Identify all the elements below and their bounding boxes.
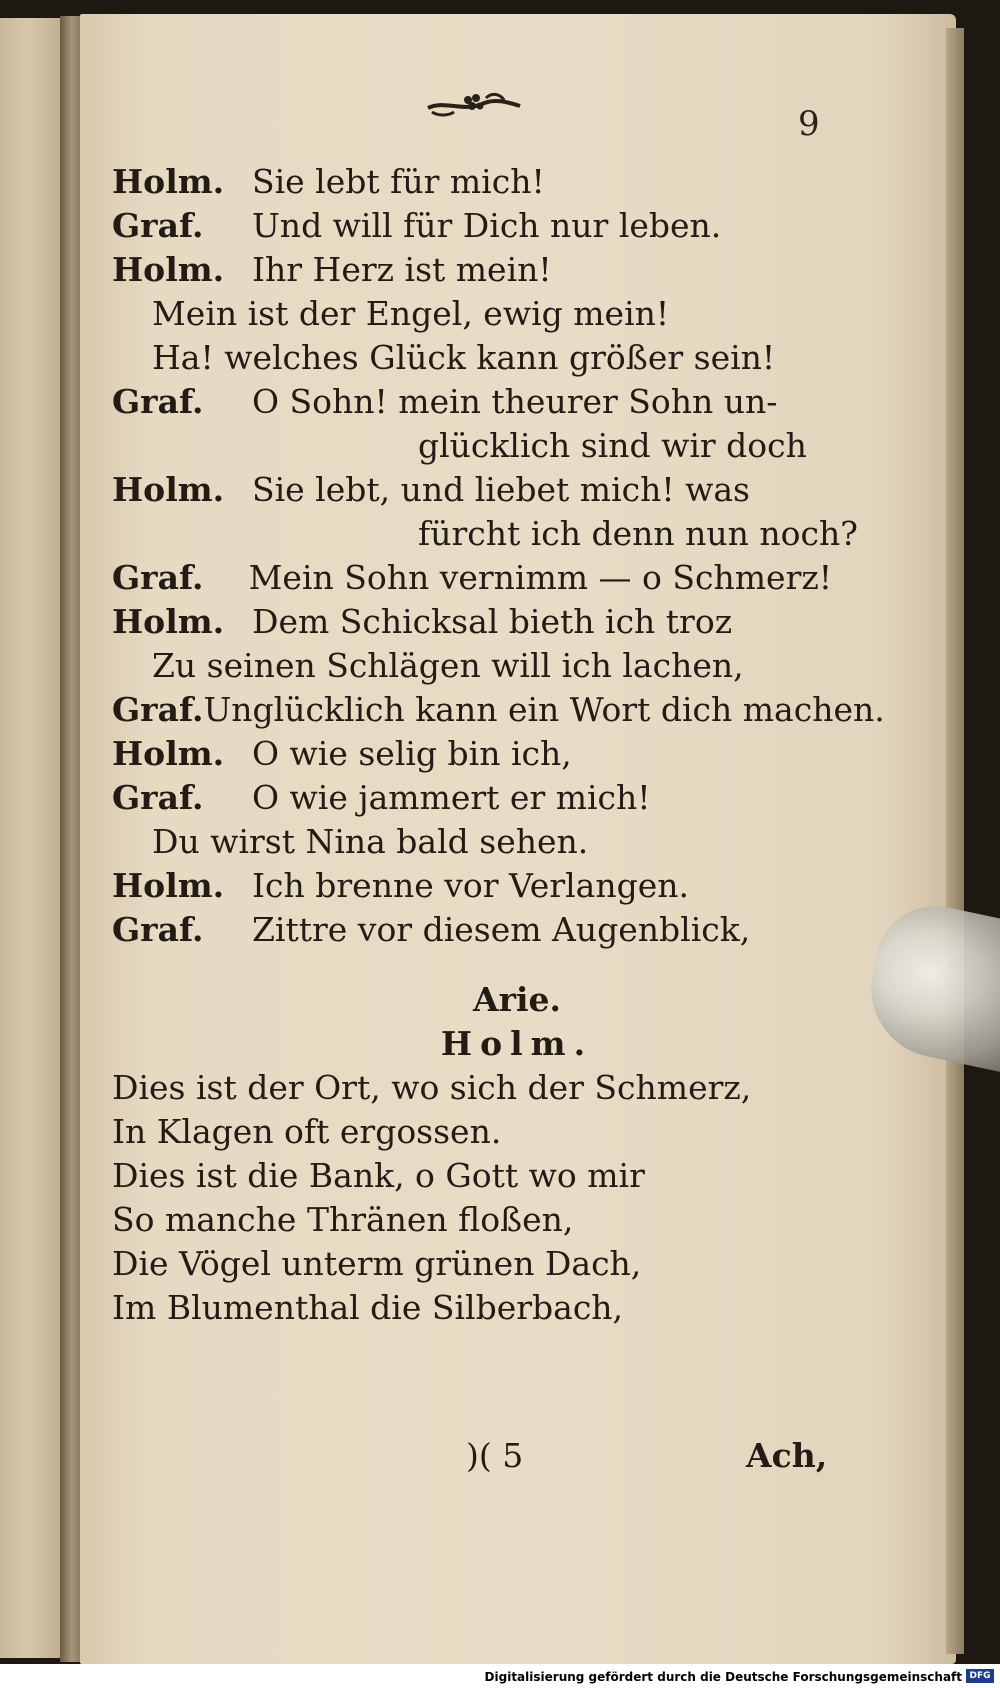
page-edge-shadow xyxy=(946,28,964,1654)
speaker-name: Holm. xyxy=(112,162,225,201)
dialogue-text: Mein Sohn vernimm — o Schmerz! xyxy=(248,558,832,597)
speaker-name: Holm. xyxy=(112,734,225,773)
dialogue-text: O wie jammert er mich! xyxy=(252,778,651,817)
dialogue-line xyxy=(112,600,832,644)
aria-line: In Klagen oft ergossen. xyxy=(112,1112,502,1151)
speaker-name: Holm. xyxy=(112,866,225,905)
digitization-credit: Digitalisierung gefördert durch die Deutsche Forschungsgemeinschaft xyxy=(484,1670,962,1684)
dialogue-line xyxy=(112,732,832,776)
dialogue-line xyxy=(112,204,832,248)
floral-ornament-icon xyxy=(424,86,524,122)
speaker-name: Graf. xyxy=(112,778,204,817)
printer-signature: )( 5 xyxy=(466,1436,524,1475)
aria-line: Im Blumenthal die Silberbach, xyxy=(112,1288,624,1327)
dialogue-text: Zu seinen Schlägen will ich lachen, xyxy=(152,646,744,685)
catchword: Ach, xyxy=(746,1436,828,1475)
speaker-name: Graf. xyxy=(112,558,204,597)
dialogue-line xyxy=(112,908,832,952)
dialogue-line xyxy=(112,864,832,908)
speaker-name: Graf. xyxy=(112,690,204,729)
dialogue-line xyxy=(112,776,832,820)
dialogue-text: glücklich sind wir doch xyxy=(418,426,807,465)
aria-heading: Arie. xyxy=(472,980,561,1019)
aria-line: Dies ist die Bank, o Gott wo mir xyxy=(112,1156,645,1195)
speaker-name: Holm. xyxy=(112,470,225,509)
dialogue-text: Ihr Herz ist mein! xyxy=(252,250,552,289)
dialogue-continuation xyxy=(112,644,832,688)
dialogue-continuation xyxy=(112,424,832,468)
aria-line: Die Vögel unterm grünen Dach, xyxy=(112,1244,642,1283)
dialogue-text: Ich brenne vor Verlangen. xyxy=(252,866,689,905)
speaker-name: Holm. xyxy=(112,602,225,641)
aria-line: Dies ist der Ort, wo sich der Schmerz, xyxy=(112,1068,752,1107)
dialogue-continuation xyxy=(112,292,832,336)
dialogue-text: Mein ist der Engel, ewig mein! xyxy=(152,294,670,333)
speaker-name: Graf. xyxy=(112,206,204,245)
dialogue-line xyxy=(112,556,832,600)
dialogue-continuation xyxy=(112,512,858,556)
dialogue-line xyxy=(112,248,832,292)
dialogue-text: O Sohn! mein theurer Sohn un- xyxy=(252,382,778,421)
dfg-logo: DFG xyxy=(966,1669,994,1683)
dialogue-text: Und will für Dich nur leben. xyxy=(252,206,722,245)
dialogue-continuation xyxy=(112,820,832,864)
dialogue-text: Dem Schicksal bieth ich troz xyxy=(252,602,733,641)
aria-singer: Holm. xyxy=(440,1024,594,1063)
aria-line: So manche Thränen floßen, xyxy=(112,1200,574,1239)
dialogue-text: Unglücklich kann ein Wort dich machen. xyxy=(203,690,885,729)
speaker-name: Holm. xyxy=(112,250,225,289)
dialogue-line xyxy=(112,688,885,732)
speaker-name: Graf. xyxy=(112,382,204,421)
dialogue-text: Du wirst Nina bald sehen. xyxy=(152,822,589,861)
dialogue-line xyxy=(112,468,832,512)
dialogue-text: Sie lebt, und liebet mich! was xyxy=(252,470,750,509)
dialogue-text: fürcht ich denn nun noch? xyxy=(418,514,858,553)
speaker-name: Graf. xyxy=(112,910,204,949)
dialogue-text: O wie selig bin ich, xyxy=(252,734,572,773)
section-gap xyxy=(112,952,832,978)
dialogue-continuation xyxy=(112,336,832,380)
dialogue-text: Ha! welches Glück kann größer sein! xyxy=(152,338,776,377)
page-number: 9 xyxy=(798,104,820,144)
dialogue-text: Sie lebt für mich! xyxy=(252,162,545,201)
dialogue-text: Zittre vor diesem Augenblick, xyxy=(252,910,751,949)
dialogue-line xyxy=(112,160,832,204)
dialogue-line xyxy=(112,380,832,424)
page-text xyxy=(112,160,885,1330)
